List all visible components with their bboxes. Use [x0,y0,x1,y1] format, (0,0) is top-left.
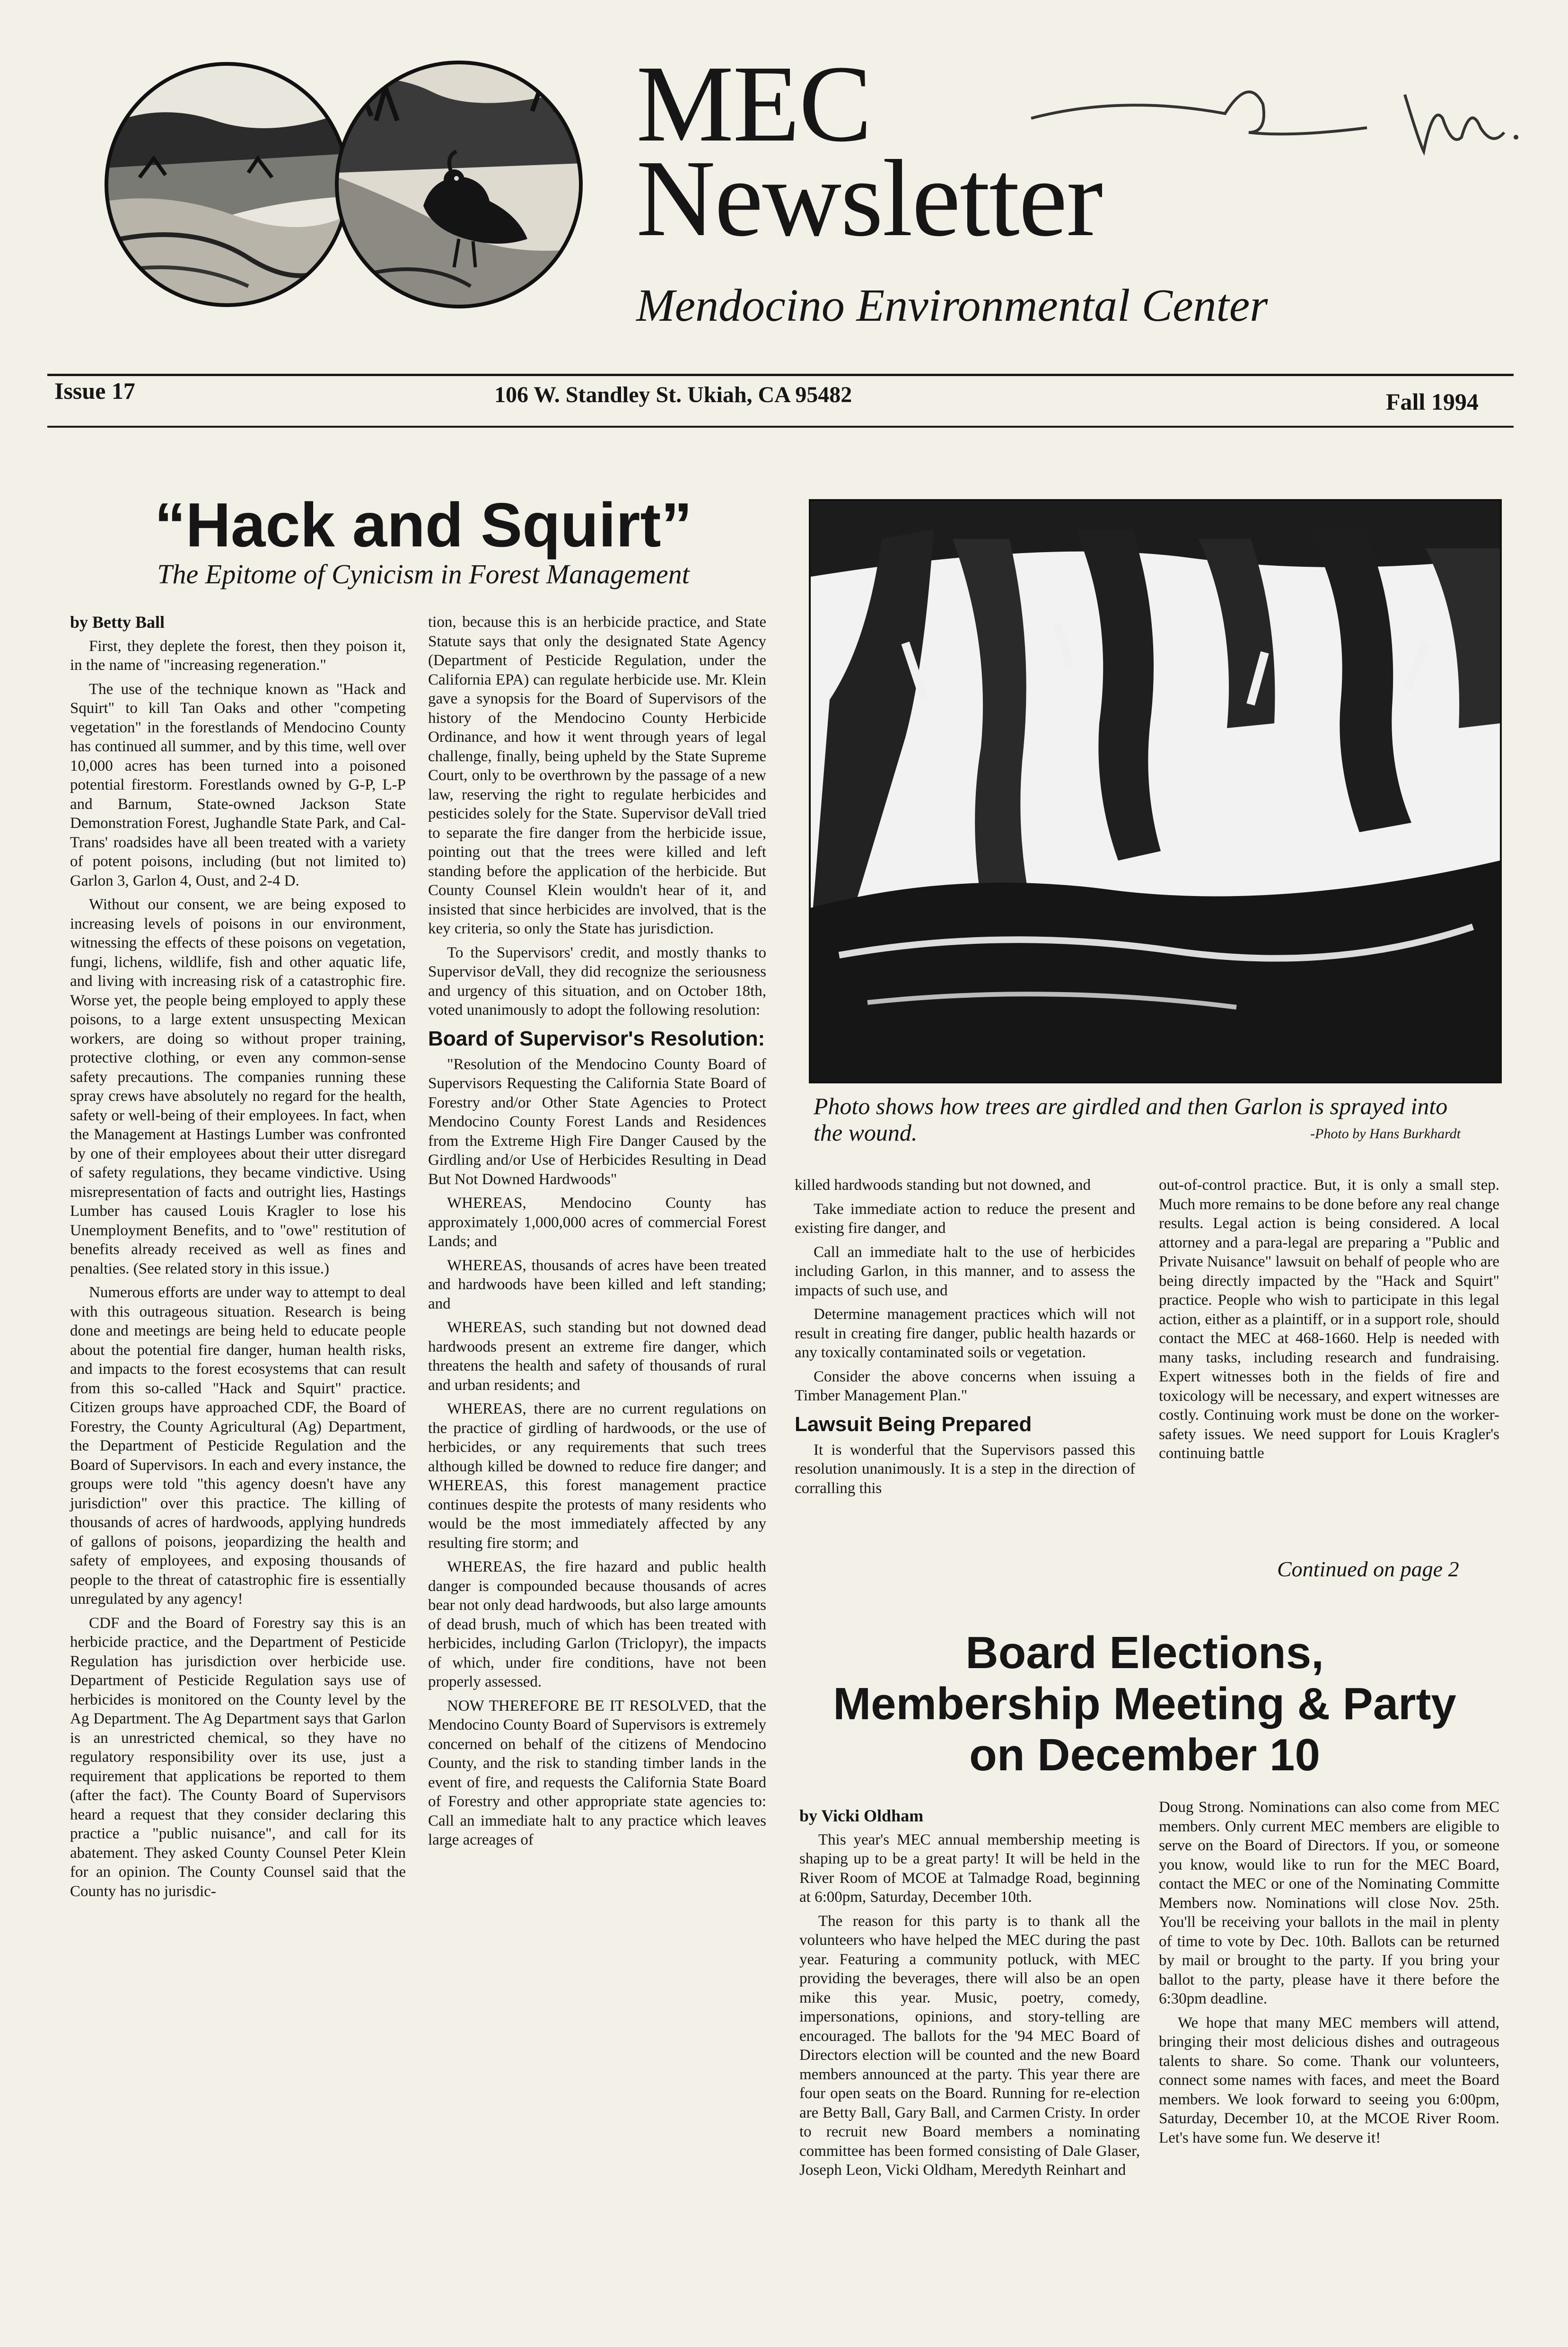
lead-column-1 [70,613,406,1906]
second-headline-line1: Board Elections, [965,1627,1324,1678]
continued-note: Continued on page 2 [1277,1557,1459,1581]
resolution-paragraph: "Resolution of the Mendocino County Board of Supervisors Requesting the California State Board of Forestry and/or Other State Agencies to Protect Mendocino County Forest Lands and Residences from the Extreme High Fire Danger Caused by the Girdling and/or Use of Herbicides Resulting in Dead But Not Downed Hardwoods" [428,1055,766,1188]
handwritten-mark [1026,76,1547,185]
masthead-rule-bottom [47,426,1514,428]
lead-col1-paragraph: CDF and the Board of Forestry say this is an herbicide practice, and the Department of Pesticide Regulation has jurisdiction over herbicide use. Department of Pesticide Regulation says use of herbicides is monitored on the County level by the Ag Department. The Ag Department says that Garlon is an unrestricted chemical, so they have no regulatory responsibility over its use, just a requirement that applications be reported to them (after the fact). The County Board of Supervisors heard a request that they consider declaring this practice a "public nuisance", and call for its abatement. They asked County Counsel Peter Klein for an opinion. The County Counsel said that the County has no jurisdic- [70,1614,406,1900]
second-col2-paragraph: We hope that many MEC members will attend, bringing their most delicious dishes and outrageous talents to share. So come. Thank our volunteers, connect some names with faces, and meet the Board members. We look forward to seeing you 6:00pm, Saturday, December 10, at the MCOE River Room. Let's have some fun. We deserve it! [1159,2014,1499,2146]
lead-col1-paragraph: Without our consent, we are being exposed to increasing levels of poisons in our environment, witnessing the effects of these poisons on vegetation, fungi, lichens, wildlife, fish and other aquatic life, and living with increasing risk of a catastrophic fire. Worse yet, the people being employed to apply these poisons, to a large extent unsuspecting Mexican workers, are doing so without proper training, protective clothing, or even any common-sense safety precautions. The companies running these spray crews have absolutely no regard for the health, safety or well-being of their employees. In fact, when the Management at Hastings Lumber was confronted by one of their employees about their utter disregard of safety regulations, they became vindictive. Using misrepresentation of facts and outright lies, Hastings Lumber has caused Louis Kragler to lose his Unemployment Benefits, and to "owe" restitution of benefits already received as well as fines and penalties. (See related story in this issue.) [70,896,406,1277]
second-column-2 [1159,1798,1499,2152]
masthead-rule-top [47,374,1514,376]
lead-col3-paragraph: killed hardwoods standing but not downed, and [795,1177,1091,1194]
second-col1-paragraph: The reason for this party is to thank all the volunteers who have helped the MEC during the past year. Featuring a community potluck, with MEC providing the beverages, there will also be an open mike this year. Music, poetry, comedy, impersonations, opinions, and story-telling are encouraged. The ballots for the '94 MEC Board of Directors election will be counted and the new Board members announced at the party. This year there are four open seats on the Board. Running for re-election are Betty Ball, Gary Ball, and Carmen Cristy. In order to recruit new Board members a nominating committee has been formed consisting of Dale Glaser, Joseph Leon, Vicki Oldham, Meredyth Reinhart and [799,1912,1140,2179]
lead-column-3 [795,1176,1135,1503]
resolution-paragraph: WHEREAS, such standing but not downed dead hardwoods present an extreme fire danger, which threatens the health and safety of thousands of rural and urban residents; and [428,1319,766,1394]
lead-byline: by Betty Ball [70,613,165,632]
resolution-subhead: Board of Supervisor's Resolution: [428,1027,765,1050]
lawsuit-subhead: Lawsuit Being Prepared [795,1412,1032,1436]
resolution-paragraph: WHEREAS, thousands of acres have been treated and hardwoods have been killed and left standing; and [428,1257,766,1312]
lead-column-4 [1159,1176,1499,1468]
photo-caption: Photo shows how trees are girdled and then Garlon is sprayed into the wound. [814,1093,1448,1146]
lead-col2-paragraph: To the Supervisors' credit, and mostly thanks to Supervisor deVall, they did recognize the seriousness and urgency of this situation, and on October 18th, voted unanimously to adopt the following resolution: [428,944,766,1019]
address-label: 106 W. Standley St. Ukiah, CA 95482 [494,382,852,407]
girdled-tree-photo [811,501,1500,1081]
issue-label: Issue 17 [54,378,135,404]
second-column-1 [799,1802,1140,2185]
resolution-paragraph: WHEREAS, Mendocino County has approximately 1,000,000 acres of commercial Forest Lands; and [428,1195,766,1250]
lead-col3-paragraph: Call an immediate halt to the use of herbicides including Garlon, in this manner, and to assess the impacts of such use, and [795,1243,1135,1299]
second-headline-line3: on December 10 [969,1730,1320,1780]
second-col2-paragraph: Doug Strong. Nominations can also come from MEC members. Only current MEC members are eligible to serve on the Board of Directors. If you, or someone you know, would like to run for the MEC Board, contact the MEC or one of the Nominating Committe Members now. Nominations will close Nov. 25th. You'll be receiving your ballots in the mail in plenty of time to vote by Dec. 10th. Ballots can be returned by mail or brought to the party. If you bring your ballot to the party, please have it there before the 6:30pm deadline. [1159,1799,1499,2007]
second-headline [766,1627,1523,1781]
photo-credit: -Photo by Hans Burkhardt [1310,1126,1461,1142]
lead-column-2 [428,613,766,1855]
second-headline-line2: Membership Meeting & Party [833,1679,1456,1729]
lead-col1-paragraph: Numerous efforts are under way to attempt to deal with this outrageous situation. Research is being done and meetings are being held to educate people about the potential fire danger, human health risks, and impacts to the forest ecosystems that can result from this so-called "Hack and Squirt" practice. Citizen groups have approached CDF, the Board of Forestry, the County Agricultural (Ag) Department, the Department of Pesticide Regulation and the Board of Supervisors. In each and every instance, the groups were told "this agency doesn't have any jurisdiction" over this practice. The killing of thousands of acres of hardwoods, applying hundreds of gallons of poisons, jeopardizing the health and safety of employees, and exposing thousands of people to the threat of catastrophic fire is essentially unregulated by any agency! [70,1284,406,1608]
second-byline: by Vicki Oldham [799,1806,924,1825]
resolution-paragraph: NOW THEREFORE BE IT RESOLVED, that the Mendocino County Board of Supervisors is extremely concerned on behalf of the citizens of Mendocino County, and the risk to standing timber lands in the event of fire, and requests the California State Board of Forestry and other appropriate state agencies to: Call an immediate halt to any practice which leaves large acreages of [428,1697,766,1848]
second-col1-paragraph: This year's MEC annual membership meeting is shaping up to be a great party! It will be held in the River Room of MCOE at Talmadge Road, beginning at 6:00pm, Saturday, December 10th. [799,1831,1140,1906]
masthead [0,0,1568,473]
logo-emblem [92,59,594,315]
lawsuit-paragraph: It is wonderful that the Supervisors passed this resolution unanimously. It is a step in the direction of corralling this [795,1441,1135,1497]
masthead-subtitle: Mendocino Environmental Center [636,280,1268,331]
masthead-title-line2: Newsletter [636,138,1102,259]
lead-headline: “Hack and Squirt” [154,490,692,560]
lead-col2-paragraph: tion, because this is an herbicide practice, and State Statute says that only the designated State Agency (Department of Pesticide Regulation, under the California EPA) can regulate herbicide use. Mr. Klein gave a synopsis for the Board of Supervisors of the history of the Mendocino County Herbicide Ordinance, and how it went through years of legal challenge, finally, being upheld by the State Supreme Court, only to be overthrown by the passage of a new law, reserving the right to regulate herbicides and pesticides solely for the State. Supervisor deVall tried to separate the fire danger from the herbicide issue, pointing out that the trees were killed and left standing before the application of the herbicide. But County Counsel Klein wouldn't hear of it, and insisted that since herbicides are involved, that is the key criteria, so only the State has jurisdiction. [428,614,766,937]
resolution-paragraph: WHEREAS, the fire hazard and public health danger is compounded because thousands of acres bear not only dead hardwoods, but also large amounts of dead brush, much of which has been treated with herbicides, including Garlon (Triclopyr), the impacts of which, under fire conditions, have not been properly assessed. [428,1558,766,1690]
masthead-title-line1: MEC [636,43,871,165]
lead-photo [809,499,1502,1083]
season-label: Fall 1994 [1386,388,1479,415]
lead-col3-paragraph: Take immediate action to reduce the present and existing fire danger, and [795,1200,1135,1237]
lead-col3-paragraph: Determine management practices which will not result in creating fire danger, public health hazards or any toxically contaminated soils or vegetation. [795,1306,1135,1361]
lead-deck: The Epitome of Cynicism in Forest Management [157,559,690,589]
lead-col1-paragraph: First, they deplete the forest, then they poison it, in the name of "increasing regeneration." [70,637,406,674]
lead-col3-paragraph: Consider the above concerns when issuing a Timber Management Plan." [795,1368,1135,1404]
resolution-paragraph: WHEREAS, there are no current regulations on the practice of girdling of hardwoods, or the use of herbicides, or any requirements that such trees although killed be downed to reduce fire danger; and WHEREAS, this forest management practice continues despite the protests of many residents who would be the most immediately affected by any resulting fire storm; and [428,1400,766,1552]
lead-col1-paragraph: The use of the technique known as "Hack and Squirt" to kill Tan Oaks and other "competing vegetation" in the forestlands of Mendocino County has continued all summer, and by this time, well over 10,000 acres has been turned into a poisoned potential firestorm. Forestlands owned by G-P, L-P and Barnum, State-owned Jackson State Demonstration Forest, Jughandle State Park, and Cal-Trans' roadsides have all been treated with a variety of potent poisons, including (but not limited to) Garlon 3, Garlon 4, Oust, and 2-4 D. [70,680,406,889]
lead-col4-paragraph: out-of-control practice. But, it is only a small step. Much more remains to be done before any real change results. Legal action is being considered. A local attorney and a para-legal are preparing a "Public and Private Nuisance" lawsuit on behalf of people who are being directly impacted by the "Hack and Squirt" practice. People who wish to participate in this legal action, either as a plaintiff, or in a support role, should contact the MEC at 468-1660. Help is needed with many tasks, including research and fundraising. Expert witnesses both in the fields of fire and toxicology will be necessary, and expert witnesses are costly. Continuing work must be done on the worker-safety issues. We need support for Louis Kragler's continuing battle [1159,1177,1499,1462]
